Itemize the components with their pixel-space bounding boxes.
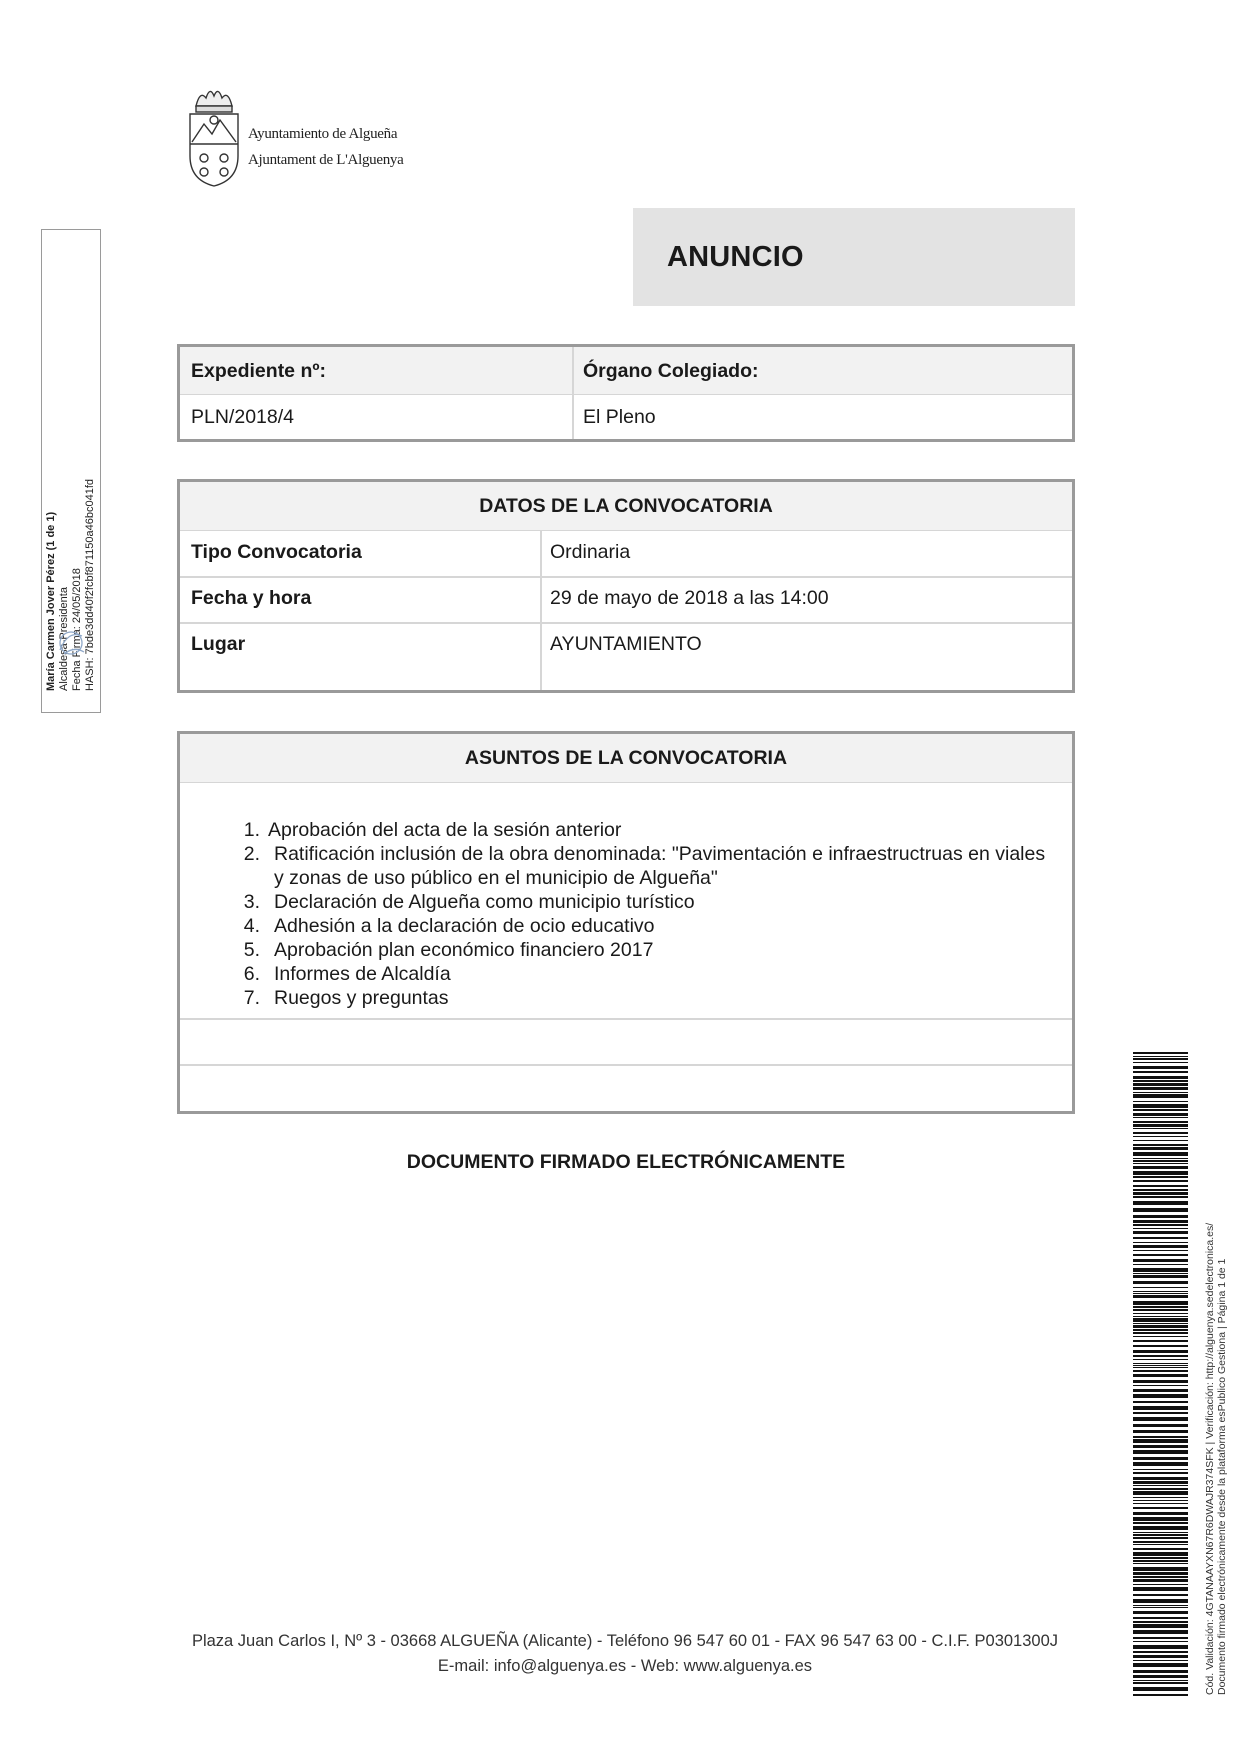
document-title-box xyxy=(633,208,1075,306)
expediente-value: PLN/2018/4 xyxy=(191,406,294,428)
signature-hash: HASH: 7bde3dd40f2fcbf871150a46bc041fd xyxy=(84,478,96,691)
validation-strip xyxy=(1192,1052,1240,1697)
logo-name-es: Ayuntamiento de Algueña xyxy=(248,126,398,142)
signature-stamp xyxy=(41,229,101,713)
datos-table xyxy=(177,479,1075,693)
list-item: 6. Informes de Alcaldía xyxy=(243,963,451,985)
asuntos-table xyxy=(177,731,1075,1114)
list-item: 2. Ratificación inclusión de la obra denominada: "Pavimentación e infraestructruas en viales y zonas de uso público en el municipio de Algueña" xyxy=(243,843,1046,889)
asuntos-header: ASUNTOS DE LA CONVOCATORIA xyxy=(464,747,788,769)
signed-notice: DOCUMENTO FIRMADO ELECTRÓNICAMENTE xyxy=(406,1151,846,1173)
validation-platform: Documento firmado electrónicamente desde la plataforma esPublico Gestiona | Página 1 de 1 xyxy=(1216,1258,1228,1695)
footer-contact: E-mail: info@alguenya.es - Web: www.alguenya.es xyxy=(437,1657,813,1675)
footer-address: Plaza Juan Carlos I, Nº 3 - 03668 ALGUEÑA (Alicante) - Teléfono 96 547 60 01 - FAX 96 547 63 00 - C.I.F. P0301300J xyxy=(191,1632,1059,1650)
agenda-list xyxy=(230,818,1050,1010)
datos-row-label: Tipo Convocatoria xyxy=(191,541,362,563)
datos-header: DATOS DE LA CONVOCATORIA xyxy=(479,495,773,517)
datos-row-label: Lugar xyxy=(191,633,246,655)
list-item: 4. Adhesión a la declaración de ocio educativo xyxy=(243,915,655,937)
datos-row-label: Fecha y hora xyxy=(191,587,312,609)
datos-row-value: AYUNTAMIENTO xyxy=(550,633,702,655)
expediente-label: Expediente nº: xyxy=(191,360,326,382)
signer-role: Alcaldesa-Presidenta xyxy=(58,587,70,691)
validation-code: Cód. Validación: 4GTANAAYXN67R6DWAJR374SFK | Verificación: http://alguenya.sedelectronica.es/ xyxy=(1204,1222,1216,1695)
signature-date: Fecha Firma: 24/05/2018 xyxy=(71,568,83,691)
logo-name-va: Ajuntament de L'Alguenya xyxy=(248,152,404,168)
municipal-logo xyxy=(182,84,404,188)
signer-name: María Carmen Jover Pérez (1 de 1) xyxy=(45,511,57,691)
datos-row-value: 29 de mayo de 2018 a las 14:00 xyxy=(550,587,829,609)
barcode-icon xyxy=(1133,1052,1188,1697)
expediente-table xyxy=(177,344,1075,442)
organo-value: El Pleno xyxy=(583,406,656,428)
organo-label: Órgano Colegiado: xyxy=(583,360,759,382)
list-item: 1. Aprobación del acta de la sesión anterior xyxy=(243,819,622,841)
list-item: 7. Ruegos y preguntas xyxy=(243,987,449,1009)
signature-seal-icon xyxy=(54,626,88,660)
list-item: 3. Declaración de Algueña como municipio turístico xyxy=(243,891,695,913)
datos-row-value: Ordinaria xyxy=(550,541,631,563)
document-title: ANUNCIO xyxy=(667,241,804,273)
coat-of-arms-icon xyxy=(182,84,246,188)
list-item: 5. Aprobación plan económico financiero 2017 xyxy=(243,939,654,961)
footer xyxy=(150,1629,1100,1679)
